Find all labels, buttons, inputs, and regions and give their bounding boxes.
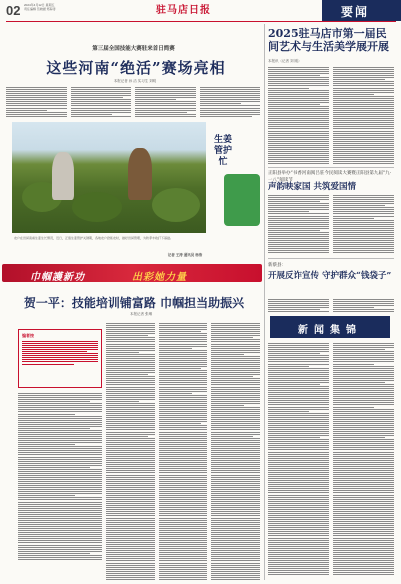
section-divider <box>268 258 394 259</box>
article2-title: 贺一平：技能培训铺富路 巾帼担当助振兴 <box>23 296 245 310</box>
farm-photo <box>12 122 206 233</box>
editor-line: 责任编辑 范晓媛 郑海涛 <box>24 7 56 11</box>
photo-credit: 记者 王涛 通讯员 杨浩 <box>167 253 203 257</box>
vertical-photo-title: 生姜管护忙 <box>214 135 233 167</box>
photo-caption: 农户在田间查看生姜生长情况，近日，正值生姜管护关键期，各地农户抢抓农时，做好田间管理，为秋季丰收打下基础。 <box>14 236 174 240</box>
right-article1-byline: 本报讯（记者 刘 刚） <box>268 59 302 63</box>
editor-note-label: 编者按 <box>22 333 34 338</box>
illustration-graphic <box>224 174 260 226</box>
right-article2-title: 声韵映家国 共筑爱国情 <box>268 182 356 192</box>
farmer-figure <box>52 152 74 200</box>
right-article2-kicker: 正阳县举办“书香河南阅吕驻今民阅读大赛暨正阳县第九届“九·一八”阅读节 <box>268 171 392 183</box>
column-divider <box>264 24 265 580</box>
section-divider <box>268 167 394 168</box>
right-article1-body <box>268 66 394 166</box>
article1-title: 这些河南“绝活”赛场亮相 <box>46 59 226 77</box>
crop-leaves <box>152 188 200 222</box>
right-article3-title: 开展反诈宣传 守护群众“钱袋子” <box>268 271 392 281</box>
right-article3-kicker: 新蔡县： <box>268 263 286 268</box>
article1-body <box>6 86 260 120</box>
newspaper-logo: 驻马店日报 <box>156 5 211 16</box>
section-tab: 要闻 <box>322 0 401 21</box>
right-article1-title: 2025驻马店市第一届民间艺术与生活美学展开展 <box>268 27 389 53</box>
banner-right-text: 出彩她力量 <box>132 272 187 283</box>
news-roundup-header: 新闻集锦 <box>270 316 390 338</box>
banner-left-text: 巾帼護新功 <box>30 272 85 283</box>
page-number: 02 <box>6 3 21 18</box>
article2-body <box>106 322 260 580</box>
article2-byline: 本报记者 张琳 <box>130 312 152 316</box>
header-rule <box>6 21 396 22</box>
article1-byline: 本报记者 孙 洁 实习生 刘明 <box>113 79 157 83</box>
right-article3-body <box>268 298 394 314</box>
date-line: 2024年4月12日 星期五 <box>24 3 55 7</box>
editor-note-box <box>18 329 102 388</box>
news-roundup-body <box>268 342 394 580</box>
right-article2-body <box>268 194 394 256</box>
crop-leaves <box>72 192 122 222</box>
article2-body-col1 <box>18 392 102 561</box>
farmer-figure <box>128 148 152 200</box>
issue-date <box>24 3 84 11</box>
article1-kicker: 第三届全国技能大赛驻来首日简赛 <box>92 46 175 52</box>
